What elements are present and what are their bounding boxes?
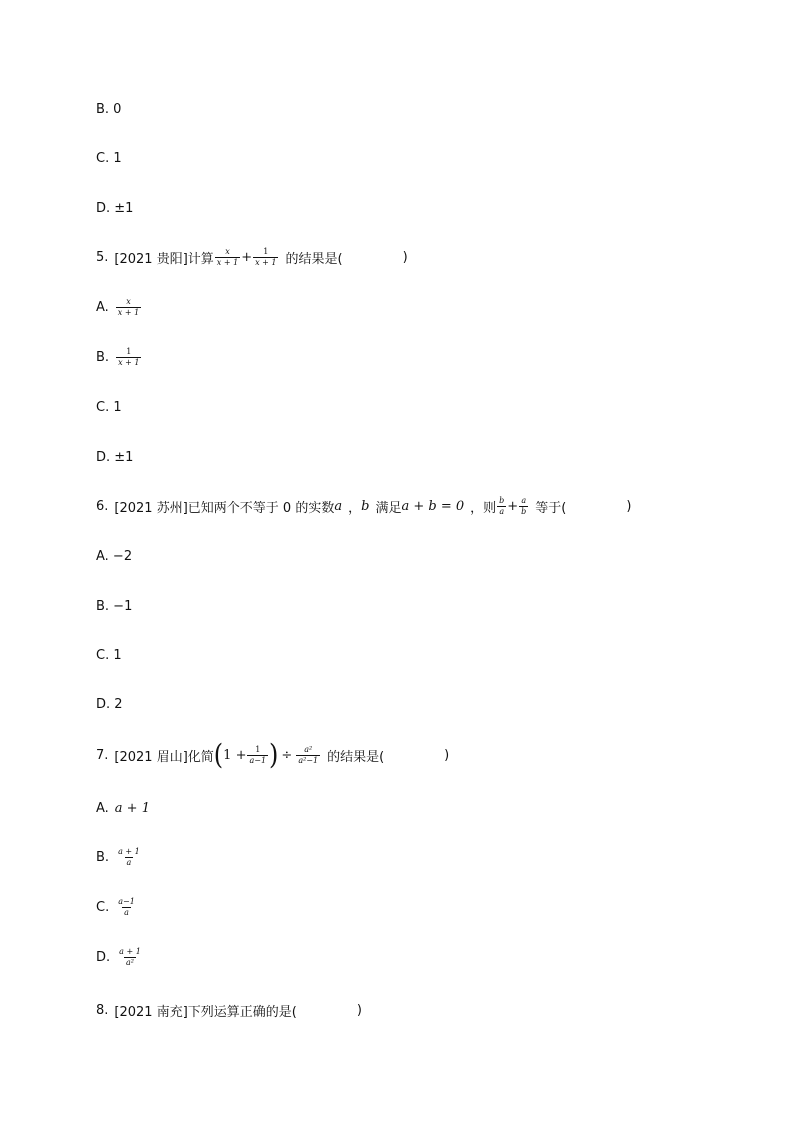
q7-stem: 7. [2021 眉山] 化简 ( 1 + $\frac{1}{a-1}$ ) ÷ $\frac{\text{a²}}{\text{a²−1}}$ 的结果是( )	[96, 738, 450, 772]
question-number: 7.	[96, 747, 109, 763]
fraction: $\frac{a}{b}$	[521, 495, 527, 516]
q7-option-b: B. $\frac{a + 1}{a}$	[96, 846, 140, 867]
fraction: $\frac{a + 1}{a}$	[118, 846, 140, 867]
q5-option-c: C. 1	[96, 399, 122, 415]
q5-option-a: A. $\frac{x}{x + 1}$	[96, 296, 140, 317]
question-source: [2021 苏州]	[114, 500, 188, 516]
q5-option-d: D. ±1	[96, 449, 134, 465]
fraction: $\frac{\text{a²}}{\text{a²−1}}$	[298, 744, 319, 765]
question-source: [2021 眉山]	[114, 749, 188, 765]
q7-option-a: A. a + 1	[96, 800, 150, 816]
q6-option-c: C. 1	[96, 647, 122, 663]
fraction: $\frac{x}{x + 1}$	[117, 296, 140, 317]
fraction: $\frac{b}{a}$	[499, 495, 505, 516]
fraction: $\frac{a-1}{a}$	[118, 896, 135, 917]
q4-option-c: C. 1	[96, 150, 122, 166]
question-source: [2021 南充]	[114, 1004, 188, 1020]
question-source: [2021 贵阳]	[114, 251, 188, 267]
fraction: $\frac{1}{a-1}$	[249, 744, 267, 765]
q6-option-d: D. 2	[96, 696, 123, 712]
fraction: $\frac{1}{x + 1}$	[118, 346, 140, 367]
q7-option-c: C. $\frac{a-1}{a}$	[96, 896, 135, 917]
q6-stem: 6. [2021 苏州] 已知两个不等于 0 的实数 a ， b 满足 a + b = 0 ，则 $\frac{b}{a}$ + $\frac{a}{b}$ 等于( )	[96, 495, 632, 516]
question-number: 8.	[96, 1002, 109, 1018]
q5-stem: 5. [2021 贵阳] 计算 $\frac{x}{x + 1}$ + $\frac{1}{x + 1}$ 的结果是( )	[96, 246, 408, 267]
q8-stem: 8. [2021 南充] 下列运算正确的是( )	[96, 1002, 362, 1020]
q4-option-b: B. 0	[96, 101, 122, 117]
question-number: 5.	[96, 249, 109, 265]
q7-option-d: D. $\frac{a + 1}{\text{a²}}$	[96, 946, 141, 967]
fraction: $\frac{a + 1}{\text{a²}}$	[119, 946, 141, 967]
fraction: $\frac{x}{x + 1}$	[216, 246, 239, 267]
q4-option-d: D. ±1	[96, 200, 134, 216]
q5-option-b: B. $\frac{1}{x + 1}$	[96, 346, 140, 367]
fraction: $\frac{1}{x + 1}$	[255, 246, 277, 267]
q6-option-a: A. −2	[96, 548, 133, 564]
q6-option-b: B. −1	[96, 598, 133, 614]
question-number: 6.	[96, 498, 109, 514]
